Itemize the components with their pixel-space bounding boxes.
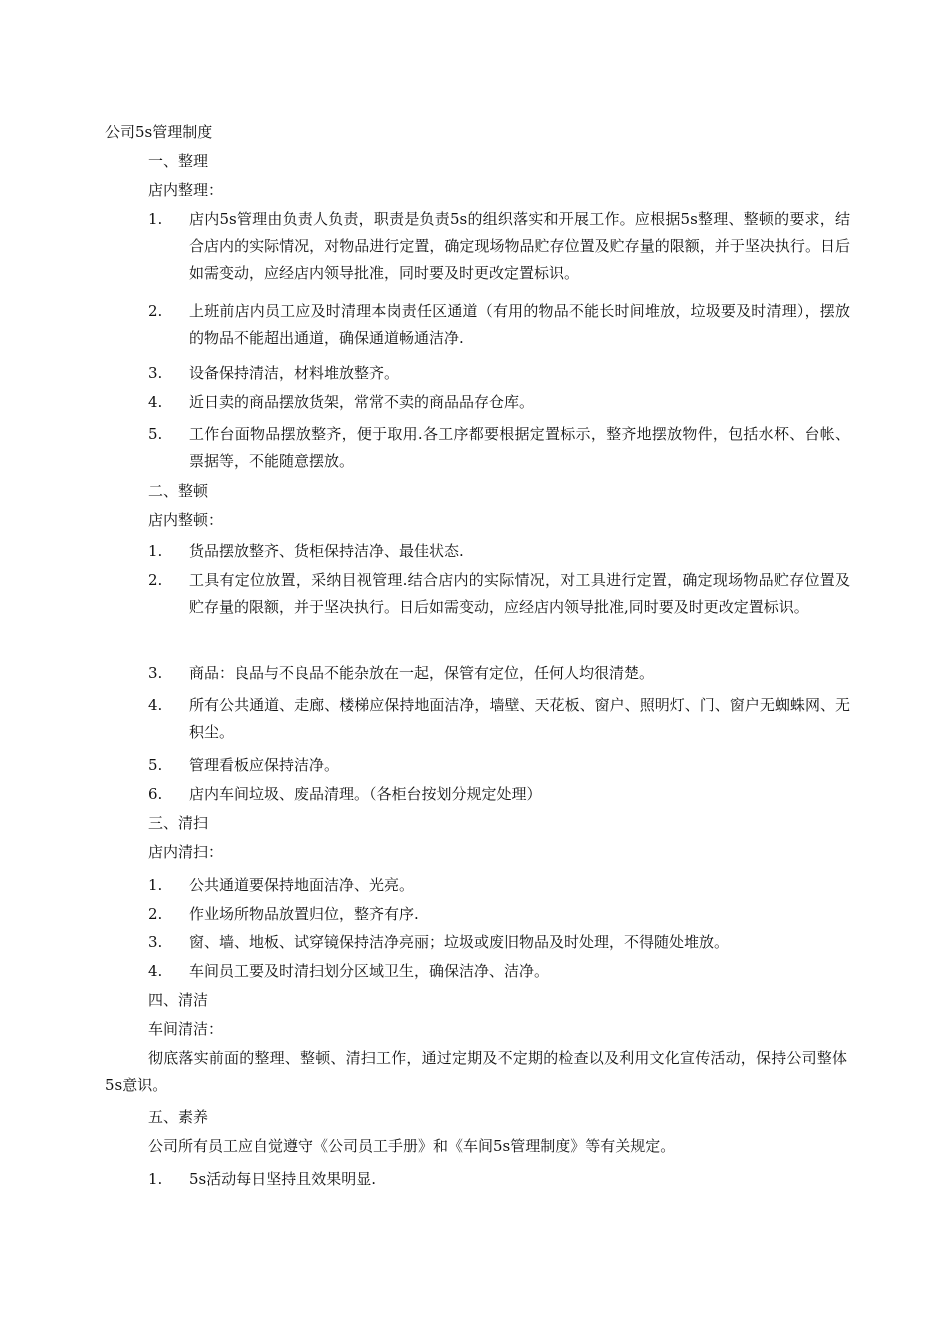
list-text: 作业场所物品放置归位，整齐有序. (189, 905, 419, 923)
list-number: 5. (148, 756, 163, 774)
list-number: 5. (148, 425, 163, 443)
list-text: 公共通道要保持地面洁净、光亮。 (189, 876, 415, 894)
list-item (148, 901, 850, 928)
list-item (148, 298, 850, 352)
list-number: 2. (148, 571, 163, 589)
list-text: 管理看板应保持洁净。 (189, 756, 340, 774)
list-number: 4. (148, 393, 163, 411)
list-text: 商品：良品与不良品不能杂放在一起，保管有定位，任何人均很清楚。 (189, 664, 655, 682)
list-text: 窗、墙、地板、试穿镜保持洁净亮丽；垃圾或废旧物品及时处理，不得随处堆放。 (189, 933, 730, 951)
list-item (148, 781, 850, 808)
list-item (148, 929, 850, 956)
list-item (148, 360, 850, 387)
list-number: 2. (148, 905, 163, 923)
list-text: 货品摆放整齐、货柜保持洁净、最佳状态. (189, 542, 464, 560)
list-number: 3. (148, 364, 163, 382)
list-number: 1. (148, 542, 163, 560)
list-item (148, 958, 850, 985)
list-text: 工具有定位放置，采纳目视管理.结合店内的实际情况，对工具进行定置，确定现场物品贮存位置及贮存量的限额，并于坚决执行。日后如需变动，应经店内领导批准,同时要及时更改定置标识。 (189, 571, 850, 616)
list-text: 近日卖的商品摆放货架，常常不卖的商品品存仓库。 (189, 393, 535, 411)
section-subheading: 店内整理： (148, 181, 224, 199)
list-number: 3. (148, 933, 163, 951)
list-text: 车间员工要及时清扫划分区域卫生，确保洁净、洁净。 (189, 962, 550, 980)
list-item (148, 1166, 850, 1193)
list-number: 2. (148, 302, 163, 320)
list-item (148, 421, 850, 475)
list-text: 店内车间垃圾、废品清理。（各柜台按划分规定处理） (189, 785, 542, 803)
section-subheading: 公司所有员工应自觉遵守《公司员工手册》和《车间5s管理制度》等有关规定。 (148, 1137, 676, 1155)
list-item (148, 752, 850, 779)
list-item (148, 660, 850, 687)
section-heading: 一、整理 (148, 152, 209, 170)
list-text: 5s活动每日坚持且效果明显. (189, 1170, 377, 1188)
list-number: 6. (148, 785, 163, 803)
list-item (148, 872, 850, 899)
list-text: 上班前店内员工应及时清理本岗责任区通道（有用的物品不能长时间堆放，垃圾要及时清理），摆放的物品不能超出通道，确保通道畅通洁净. (189, 302, 850, 347)
list-number: 3. (148, 664, 163, 682)
section-subheading: 店内清扫： (148, 843, 224, 861)
list-item (148, 206, 850, 287)
list-item (148, 538, 850, 565)
list-text: 工作台面物品摆放整齐，便于取用.各工序都要根据定置标示，整齐地摆放物件，包括水杯、台帐、票据等，不能随意摆放。 (189, 425, 850, 470)
list-item (148, 389, 850, 416)
document-title: 公司5s管理制度 (105, 123, 213, 141)
section-heading: 二、整顿 (148, 482, 209, 500)
list-item (148, 692, 850, 746)
list-text: 所有公共通道、走廊、楼梯应保持地面洁净，墙壁、天花板、窗户、照明灯、门、窗户无蜘蛛网、无积尘。 (189, 696, 850, 741)
list-number: 1. (148, 210, 163, 228)
list-number: 4. (148, 962, 163, 980)
section-subheading: 店内整顿： (148, 511, 224, 529)
list-number: 1. (148, 1170, 163, 1188)
list-text: 设备保持清洁，材料堆放整齐。 (189, 364, 400, 382)
list-number: 4. (148, 696, 163, 714)
list-number: 1. (148, 876, 163, 894)
section-subheading: 车间清洁： (148, 1020, 224, 1038)
section-heading: 四、清洁 (148, 991, 209, 1009)
paragraph: 彻底落实前面的整理、整顿、清扫工作，通过定期及不定期的检查以及利用文化宣传活动，保持公司整体5s意识。 (105, 1049, 847, 1094)
section-heading: 五、素养 (148, 1108, 209, 1126)
section-heading: 三、清扫 (148, 814, 209, 832)
list-item (148, 567, 850, 621)
list-text: 店内5s管理由负责人负责，职责是负责5s的组织落实和开展工作。应根据5s整理、整顿的要求，结合店内的实际情况，对物品进行定置，确定现场物品贮存位置及贮存量的限额，并于坚决执行。日后如需变动，应经店内领导批准，同时要及时更改定置标识。 (189, 210, 850, 282)
